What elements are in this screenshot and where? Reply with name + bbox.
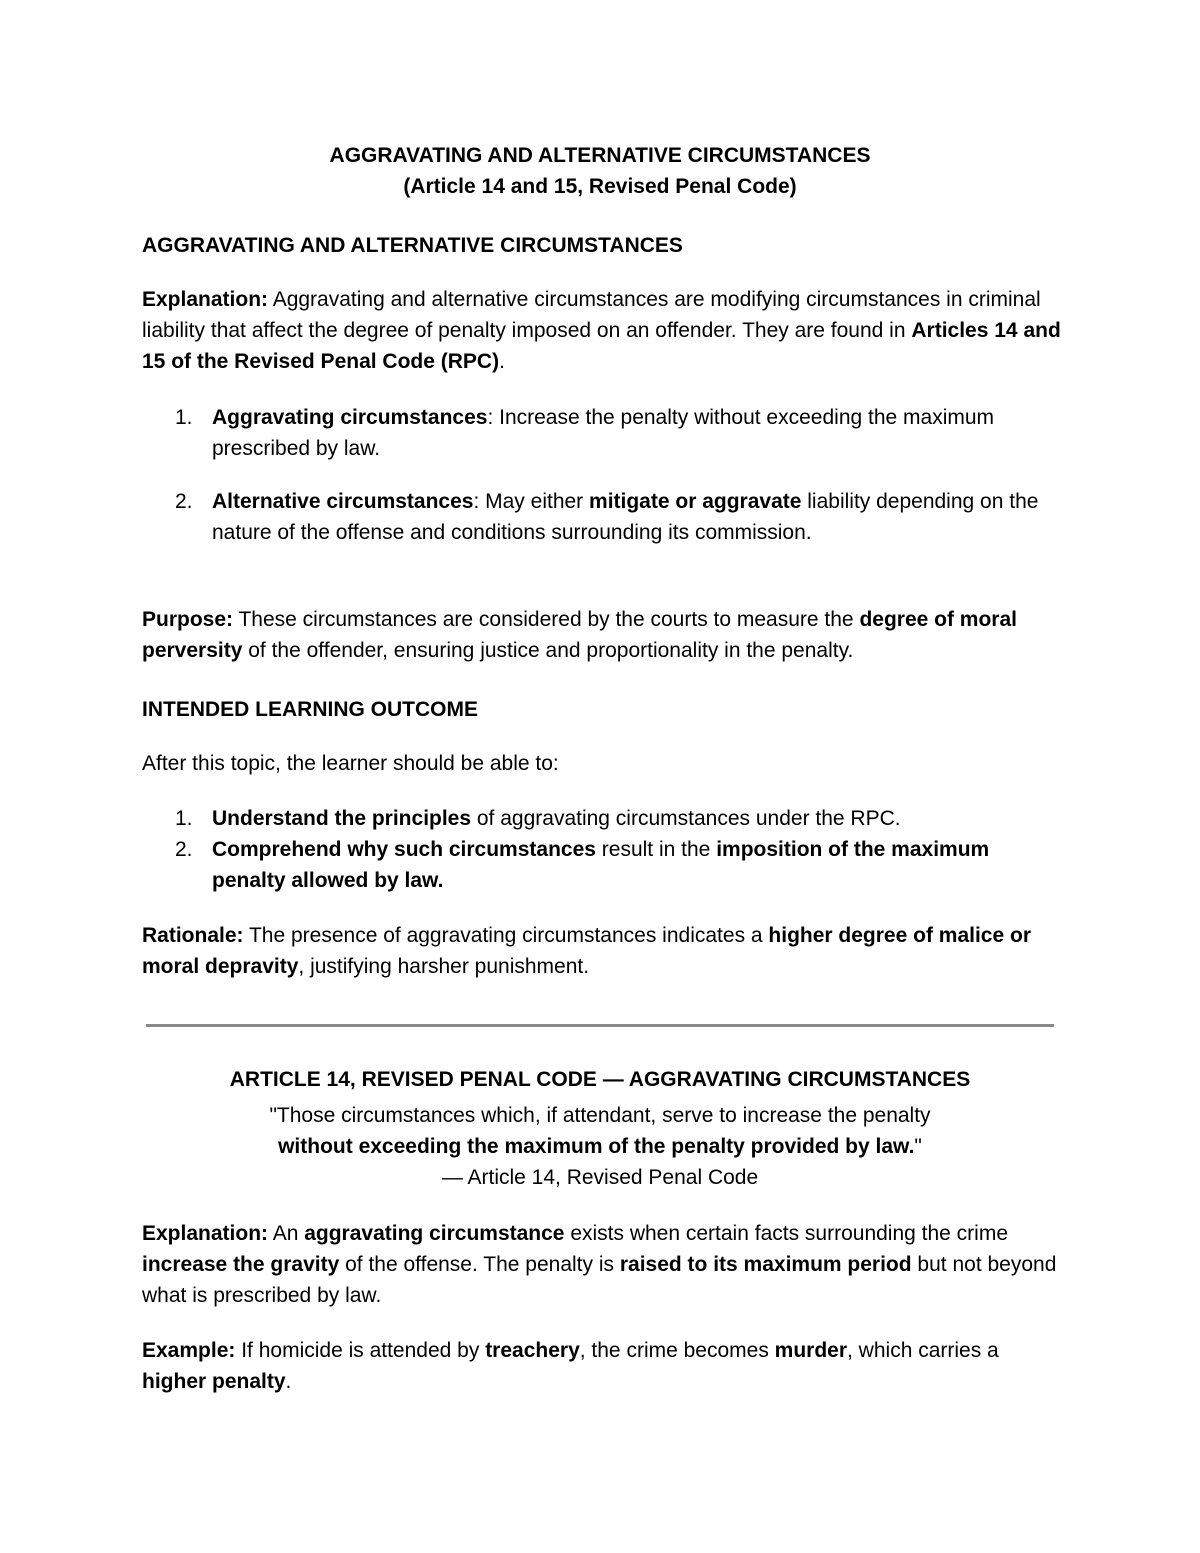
example-label: Example: — [142, 1339, 236, 1362]
article-14-example: Example: If homicide is attended by treachery, the crime becomes murder, which carries a higher penalty. — [142, 1339, 999, 1393]
rationale-label: Rationale: — [142, 924, 244, 947]
explanation-label: Explanation: — [142, 288, 269, 311]
list-item: 2. Alternative circumstances: May either mitigate or aggravate liability depending on the nature of the offense and conditions surrounding its commission. — [175, 490, 1039, 544]
explanation-label: Explanation: — [142, 1222, 269, 1245]
document-title — [100, 140, 1100, 202]
quote-attribution: — Article 14, Revised Penal Code — [441, 1166, 759, 1189]
section-heading-aggravating: AGGRAVATING AND ALTERNATIVE CIRCUMSTANCES — [142, 234, 683, 257]
article-14-quote: "Those circumstances which, if attendant, serve to increase the penalty without exceeding the maximum of the penalty provided by law." — Article 14, Revised Penal Code — [269, 1104, 931, 1189]
rationale-paragraph: Rationale: The presence of aggravating circumstances indicates a higher degree of malice or moral depravity, justifying harsher punishment. — [142, 924, 1031, 978]
title-line-1: AGGRAVATING AND ALTERNATIVE CIRCUMSTANCES — [329, 144, 871, 167]
article-14-heading: ARTICLE 14, REVISED PENAL CODE — AGGRAVATING CIRCUMSTANCES — [229, 1068, 971, 1091]
list-item: 2. Comprehend why such circumstances result in the imposition of the maximum penalty allowed by law. — [175, 838, 990, 892]
circumstance-types-list — [142, 402, 1062, 548]
list-item: 1. Aggravating circumstances: Increase the penalty without exceeding the maximum prescribed by law. — [175, 406, 995, 460]
explanation-paragraph: Explanation: Aggravating and alternative circumstances are modifying circumstances in criminal liability that affect the degree of penalty imposed on an offender. They are found in Articles 14 and 15 of the Revised Penal Code (RPC). — [142, 288, 1061, 373]
title-line-2: (Article 14 and 15, Revised Penal Code) — [403, 175, 797, 198]
learning-outcomes-list — [142, 803, 1062, 896]
section-heading-outcome: INTENDED LEARNING OUTCOME — [142, 698, 478, 721]
outcome-intro: After this topic, the learner should be able to: — [142, 752, 559, 775]
purpose-label: Purpose: — [142, 608, 234, 631]
purpose-paragraph: Purpose: These circumstances are considered by the courts to measure the degree of moral perversity of the offender, ensuring justice and proportionality in the penalty. — [142, 608, 1017, 662]
list-item: 1. Understand the principles of aggravating circumstances under the RPC. — [175, 807, 901, 830]
horizontal-divider — [146, 1024, 1054, 1027]
article-14-explanation: Explanation: An aggravating circumstance exists when certain facts surrounding the crime increase the gravity of the offense. The penalty is raised to its maximum period but not beyond what is prescribed by law. — [142, 1222, 1057, 1307]
